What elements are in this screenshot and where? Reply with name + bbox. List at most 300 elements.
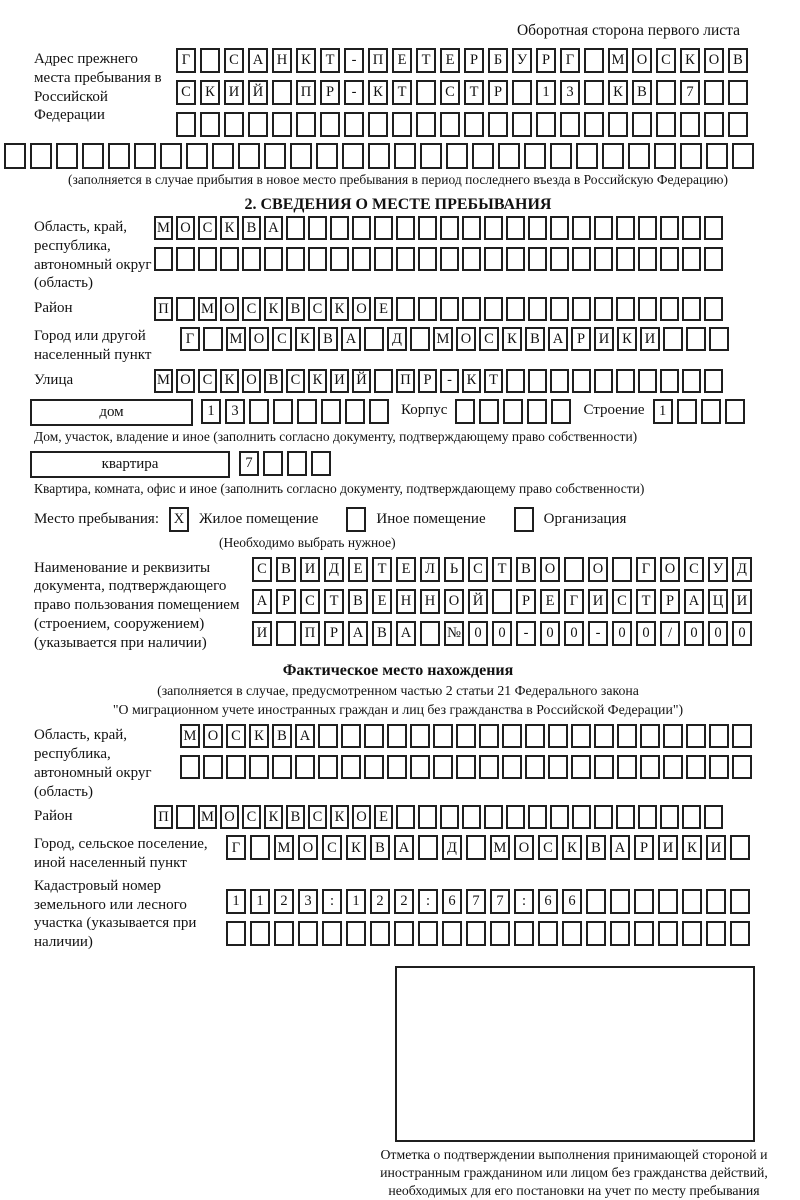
char-cell[interactable]: С	[242, 805, 261, 829]
char-cell[interactable]	[369, 399, 389, 424]
char-cell[interactable]	[318, 755, 338, 779]
char-cell[interactable]: Д	[442, 835, 462, 860]
char-cell[interactable]: -	[344, 80, 364, 105]
char-cell[interactable]: Г	[564, 589, 584, 614]
char-cell[interactable]	[311, 451, 331, 476]
char-cell[interactable]	[506, 247, 525, 271]
char-cell[interactable]	[472, 143, 494, 169]
char-cell[interactable]: Т	[484, 369, 503, 393]
char-cell[interactable]	[154, 247, 173, 271]
char-cell[interactable]	[512, 112, 532, 137]
char-cell[interactable]	[492, 589, 512, 614]
char-cell[interactable]	[701, 399, 721, 424]
char-cell[interactable]	[506, 297, 525, 321]
char-cell[interactable]: О	[632, 48, 652, 73]
char-cell[interactable]	[263, 451, 283, 476]
char-cell[interactable]: Р	[320, 80, 340, 105]
char-cell[interactable]: Т	[416, 48, 436, 73]
char-cell[interactable]	[686, 327, 706, 351]
char-cell[interactable]	[346, 921, 366, 946]
char-cell[interactable]	[364, 724, 384, 748]
char-cell[interactable]: 1	[536, 80, 556, 105]
char-cell[interactable]	[706, 921, 726, 946]
char-cell[interactable]	[203, 327, 223, 351]
char-cell[interactable]	[503, 399, 523, 424]
char-cell[interactable]: О	[704, 48, 724, 73]
char-cell[interactable]: Т	[464, 80, 484, 105]
char-cell[interactable]	[594, 297, 613, 321]
char-cell[interactable]	[440, 112, 460, 137]
char-cell[interactable]: В	[318, 327, 338, 351]
char-cell[interactable]	[528, 297, 547, 321]
char-cell[interactable]	[364, 755, 384, 779]
char-cell[interactable]: М	[226, 327, 246, 351]
char-cell[interactable]	[594, 724, 614, 748]
char-cell[interactable]: В	[516, 557, 536, 582]
char-cell[interactable]: И	[300, 557, 320, 582]
char-cell[interactable]	[638, 297, 657, 321]
char-cell[interactable]: 1	[226, 889, 246, 914]
char-cell[interactable]	[272, 112, 292, 137]
char-cell[interactable]	[640, 724, 660, 748]
char-cell[interactable]	[525, 755, 545, 779]
organization-checkbox[interactable]	[514, 507, 534, 532]
char-cell[interactable]: И	[658, 835, 678, 860]
char-cell[interactable]: К	[682, 835, 702, 860]
char-cell[interactable]	[479, 399, 499, 424]
char-cell[interactable]	[514, 921, 534, 946]
char-cell[interactable]	[464, 112, 484, 137]
char-cell[interactable]	[442, 921, 462, 946]
char-cell[interactable]: Д	[324, 557, 344, 582]
char-cell[interactable]	[550, 216, 569, 240]
char-cell[interactable]: Р	[516, 589, 536, 614]
char-cell[interactable]: В	[242, 216, 261, 240]
char-cell[interactable]: Д	[387, 327, 407, 351]
char-cell[interactable]: О	[176, 369, 195, 393]
char-cell[interactable]: Г	[176, 48, 196, 73]
char-cell[interactable]	[550, 247, 569, 271]
char-cell[interactable]	[455, 399, 475, 424]
char-cell[interactable]: :	[418, 889, 438, 914]
char-cell[interactable]	[612, 557, 632, 582]
char-cell[interactable]	[418, 216, 437, 240]
char-cell[interactable]: М	[608, 48, 628, 73]
char-cell[interactable]	[572, 247, 591, 271]
char-cell[interactable]	[440, 216, 459, 240]
char-cell[interactable]: К	[295, 327, 315, 351]
char-cell[interactable]	[709, 755, 729, 779]
char-cell[interactable]	[506, 369, 525, 393]
char-cell[interactable]: 7	[239, 451, 259, 476]
char-cell[interactable]	[572, 369, 591, 393]
char-cell[interactable]	[617, 755, 637, 779]
char-cell[interactable]: С	[479, 327, 499, 351]
char-cell[interactable]: К	[220, 216, 239, 240]
char-cell[interactable]: К	[200, 80, 220, 105]
char-cell[interactable]	[506, 216, 525, 240]
char-cell[interactable]: Т	[492, 557, 512, 582]
char-cell[interactable]	[610, 889, 630, 914]
char-cell[interactable]	[686, 755, 706, 779]
char-cell[interactable]	[512, 80, 532, 105]
char-cell[interactable]	[640, 755, 660, 779]
char-cell[interactable]: О	[444, 589, 464, 614]
char-cell[interactable]	[410, 724, 430, 748]
char-cell[interactable]	[704, 112, 724, 137]
char-cell[interactable]	[440, 247, 459, 271]
char-cell[interactable]: К	[680, 48, 700, 73]
char-cell[interactable]: 2	[394, 889, 414, 914]
char-cell[interactable]: С	[198, 369, 217, 393]
char-cell[interactable]	[462, 247, 481, 271]
char-cell[interactable]	[342, 143, 364, 169]
char-cell[interactable]	[298, 921, 318, 946]
char-cell[interactable]: А	[252, 589, 272, 614]
char-cell[interactable]: /	[660, 621, 680, 646]
char-cell[interactable]: И	[330, 369, 349, 393]
char-cell[interactable]: П	[368, 48, 388, 73]
char-cell[interactable]: Т	[636, 589, 656, 614]
char-cell[interactable]	[586, 889, 606, 914]
char-cell[interactable]: С	[612, 589, 632, 614]
char-cell[interactable]	[238, 143, 260, 169]
char-cell[interactable]	[728, 80, 748, 105]
char-cell[interactable]	[680, 112, 700, 137]
char-cell[interactable]	[704, 80, 724, 105]
char-cell[interactable]: М	[274, 835, 294, 860]
char-cell[interactable]	[550, 143, 572, 169]
char-cell[interactable]	[616, 805, 635, 829]
char-cell[interactable]: М	[154, 369, 173, 393]
char-cell[interactable]: 2	[274, 889, 294, 914]
char-cell[interactable]	[484, 805, 503, 829]
char-cell[interactable]	[536, 112, 556, 137]
char-cell[interactable]	[608, 112, 628, 137]
char-cell[interactable]: С	[322, 835, 342, 860]
char-cell[interactable]	[4, 143, 26, 169]
char-cell[interactable]	[584, 112, 604, 137]
char-cell[interactable]: К	[368, 80, 388, 105]
char-cell[interactable]	[484, 247, 503, 271]
char-cell[interactable]	[56, 143, 78, 169]
char-cell[interactable]: Р	[418, 369, 437, 393]
char-cell[interactable]: С	[468, 557, 488, 582]
char-cell[interactable]: -	[588, 621, 608, 646]
char-cell[interactable]: К	[462, 369, 481, 393]
char-cell[interactable]	[433, 724, 453, 748]
char-cell[interactable]: 0	[708, 621, 728, 646]
char-cell[interactable]: С	[252, 557, 272, 582]
char-cell[interactable]	[617, 724, 637, 748]
char-cell[interactable]: И	[732, 589, 752, 614]
char-cell[interactable]	[264, 143, 286, 169]
char-cell[interactable]	[200, 48, 220, 73]
char-cell[interactable]: В	[272, 724, 292, 748]
char-cell[interactable]: 0	[636, 621, 656, 646]
char-cell[interactable]: С	[224, 48, 244, 73]
char-cell[interactable]	[374, 247, 393, 271]
char-cell[interactable]: 6	[562, 889, 582, 914]
char-cell[interactable]: Е	[540, 589, 560, 614]
char-cell[interactable]: О	[176, 216, 195, 240]
char-cell[interactable]	[287, 451, 307, 476]
char-cell[interactable]: А	[264, 216, 283, 240]
char-cell[interactable]	[654, 143, 676, 169]
char-cell[interactable]	[632, 112, 652, 137]
char-cell[interactable]: -	[344, 48, 364, 73]
char-cell[interactable]	[602, 143, 624, 169]
char-cell[interactable]	[610, 921, 630, 946]
char-cell[interactable]	[528, 369, 547, 393]
residential-checkbox[interactable]: X	[169, 507, 189, 532]
char-cell[interactable]: :	[322, 889, 342, 914]
char-cell[interactable]	[594, 755, 614, 779]
char-cell[interactable]	[272, 755, 292, 779]
char-cell[interactable]: Й	[352, 369, 371, 393]
char-cell[interactable]	[638, 805, 657, 829]
char-cell[interactable]	[634, 921, 654, 946]
char-cell[interactable]: 1	[653, 399, 673, 424]
char-cell[interactable]	[418, 297, 437, 321]
char-cell[interactable]: А	[394, 835, 414, 860]
char-cell[interactable]: Л	[420, 557, 440, 582]
char-cell[interactable]: О	[220, 297, 239, 321]
char-cell[interactable]	[551, 399, 571, 424]
char-cell[interactable]	[730, 921, 750, 946]
char-cell[interactable]: С	[272, 327, 292, 351]
char-cell[interactable]	[274, 921, 294, 946]
char-cell[interactable]: О	[352, 297, 371, 321]
char-cell[interactable]	[732, 755, 752, 779]
char-cell[interactable]	[344, 112, 364, 137]
char-cell[interactable]	[525, 724, 545, 748]
char-cell[interactable]	[392, 112, 412, 137]
char-cell[interactable]: К	[330, 805, 349, 829]
char-cell[interactable]	[290, 143, 312, 169]
char-cell[interactable]: О	[220, 805, 239, 829]
char-cell[interactable]	[224, 112, 244, 137]
char-cell[interactable]	[548, 724, 568, 748]
char-cell[interactable]	[616, 369, 635, 393]
char-cell[interactable]: К	[264, 297, 283, 321]
char-cell[interactable]	[352, 216, 371, 240]
char-cell[interactable]	[586, 921, 606, 946]
char-cell[interactable]: Р	[276, 589, 296, 614]
char-cell[interactable]	[370, 921, 390, 946]
char-cell[interactable]: М	[154, 216, 173, 240]
char-cell[interactable]: И	[640, 327, 660, 351]
char-cell[interactable]	[560, 112, 580, 137]
char-cell[interactable]: К	[249, 724, 269, 748]
char-cell[interactable]: А	[348, 621, 368, 646]
char-cell[interactable]: 7	[680, 80, 700, 105]
char-cell[interactable]	[524, 143, 546, 169]
char-cell[interactable]	[322, 921, 342, 946]
char-cell[interactable]: Н	[272, 48, 292, 73]
char-cell[interactable]: С	[684, 557, 704, 582]
char-cell[interactable]: Й	[248, 80, 268, 105]
char-cell[interactable]	[176, 297, 195, 321]
char-cell[interactable]	[616, 247, 635, 271]
char-cell[interactable]	[686, 724, 706, 748]
char-cell[interactable]: Е	[392, 48, 412, 73]
char-cell[interactable]	[341, 724, 361, 748]
char-cell[interactable]	[226, 921, 246, 946]
char-cell[interactable]	[368, 143, 390, 169]
char-cell[interactable]: 0	[684, 621, 704, 646]
char-cell[interactable]: К	[296, 48, 316, 73]
char-cell[interactable]: О	[352, 805, 371, 829]
char-cell[interactable]: В	[286, 805, 305, 829]
char-cell[interactable]	[160, 143, 182, 169]
char-cell[interactable]	[212, 143, 234, 169]
char-cell[interactable]: С	[242, 297, 261, 321]
char-cell[interactable]	[273, 399, 293, 424]
char-cell[interactable]	[725, 399, 745, 424]
char-cell[interactable]: А	[295, 724, 315, 748]
char-cell[interactable]	[682, 369, 701, 393]
char-cell[interactable]	[594, 216, 613, 240]
char-cell[interactable]	[134, 143, 156, 169]
char-cell[interactable]: С	[440, 80, 460, 105]
char-cell[interactable]	[396, 805, 415, 829]
char-cell[interactable]	[528, 805, 547, 829]
char-cell[interactable]	[548, 755, 568, 779]
char-cell[interactable]: К	[220, 369, 239, 393]
char-cell[interactable]	[418, 247, 437, 271]
char-cell[interactable]	[341, 755, 361, 779]
char-cell[interactable]: К	[330, 297, 349, 321]
char-cell[interactable]: С	[308, 297, 327, 321]
char-cell[interactable]	[440, 805, 459, 829]
char-cell[interactable]: С	[198, 216, 217, 240]
char-cell[interactable]	[562, 921, 582, 946]
char-cell[interactable]	[352, 247, 371, 271]
char-cell[interactable]	[594, 247, 613, 271]
char-cell[interactable]: П	[154, 805, 173, 829]
char-cell[interactable]: 0	[540, 621, 560, 646]
char-cell[interactable]	[730, 889, 750, 914]
char-cell[interactable]: -	[516, 621, 536, 646]
char-cell[interactable]	[488, 112, 508, 137]
char-cell[interactable]: О	[540, 557, 560, 582]
char-cell[interactable]	[186, 143, 208, 169]
char-cell[interactable]	[440, 297, 459, 321]
char-cell[interactable]: 0	[564, 621, 584, 646]
char-cell[interactable]: Г	[226, 835, 246, 860]
char-cell[interactable]: Е	[374, 297, 393, 321]
char-cell[interactable]	[420, 143, 442, 169]
char-cell[interactable]: О	[660, 557, 680, 582]
char-cell[interactable]	[594, 369, 613, 393]
char-cell[interactable]	[732, 724, 752, 748]
char-cell[interactable]	[250, 835, 270, 860]
char-cell[interactable]	[682, 889, 702, 914]
char-cell[interactable]	[108, 143, 130, 169]
char-cell[interactable]	[296, 112, 316, 137]
char-cell[interactable]: 7	[466, 889, 486, 914]
char-cell[interactable]	[656, 80, 676, 105]
char-cell[interactable]: 3	[298, 889, 318, 914]
char-cell[interactable]	[394, 921, 414, 946]
char-cell[interactable]: А	[684, 589, 704, 614]
char-cell[interactable]	[576, 143, 598, 169]
char-cell[interactable]	[502, 724, 522, 748]
char-cell[interactable]	[550, 805, 569, 829]
char-cell[interactable]: 3	[225, 399, 245, 424]
char-cell[interactable]: Д	[732, 557, 752, 582]
char-cell[interactable]	[456, 755, 476, 779]
char-cell[interactable]	[364, 327, 384, 351]
char-cell[interactable]	[387, 724, 407, 748]
char-cell[interactable]: Е	[372, 589, 392, 614]
char-cell[interactable]: К	[502, 327, 522, 351]
char-cell[interactable]	[616, 297, 635, 321]
char-cell[interactable]: Н	[420, 589, 440, 614]
char-cell[interactable]	[484, 216, 503, 240]
char-cell[interactable]	[709, 327, 729, 351]
char-cell[interactable]	[682, 216, 701, 240]
char-cell[interactable]: А	[248, 48, 268, 73]
char-cell[interactable]	[330, 247, 349, 271]
char-cell[interactable]: Б	[488, 48, 508, 73]
char-cell[interactable]: В	[370, 835, 390, 860]
char-cell[interactable]	[498, 143, 520, 169]
char-cell[interactable]	[295, 755, 315, 779]
char-cell[interactable]: Г	[560, 48, 580, 73]
char-cell[interactable]	[682, 805, 701, 829]
char-cell[interactable]	[176, 247, 195, 271]
char-cell[interactable]: 0	[492, 621, 512, 646]
char-cell[interactable]: 1	[346, 889, 366, 914]
char-cell[interactable]	[728, 112, 748, 137]
char-cell[interactable]: Г	[180, 327, 200, 351]
char-cell[interactable]: Т	[324, 589, 344, 614]
char-cell[interactable]: С	[226, 724, 246, 748]
char-cell[interactable]	[396, 216, 415, 240]
char-cell[interactable]: Р	[536, 48, 556, 73]
char-cell[interactable]	[584, 80, 604, 105]
char-cell[interactable]: П	[396, 369, 415, 393]
char-cell[interactable]	[682, 247, 701, 271]
char-cell[interactable]	[677, 399, 697, 424]
char-cell[interactable]	[490, 921, 510, 946]
char-cell[interactable]	[660, 297, 679, 321]
char-cell[interactable]	[418, 805, 437, 829]
char-cell[interactable]: П	[154, 297, 173, 321]
char-cell[interactable]	[528, 216, 547, 240]
char-cell[interactable]: В	[286, 297, 305, 321]
char-cell[interactable]: В	[372, 621, 392, 646]
char-cell[interactable]	[416, 80, 436, 105]
char-cell[interactable]	[394, 143, 416, 169]
char-cell[interactable]	[564, 557, 584, 582]
other-premises-checkbox[interactable]	[346, 507, 366, 532]
char-cell[interactable]: Т	[392, 80, 412, 105]
char-cell[interactable]	[203, 755, 223, 779]
char-cell[interactable]	[660, 805, 679, 829]
char-cell[interactable]	[656, 112, 676, 137]
char-cell[interactable]	[663, 327, 683, 351]
char-cell[interactable]	[418, 835, 438, 860]
char-cell[interactable]: О	[242, 369, 261, 393]
char-cell[interactable]: Г	[636, 557, 656, 582]
char-cell[interactable]: В	[586, 835, 606, 860]
char-cell[interactable]: М	[490, 835, 510, 860]
char-cell[interactable]: О	[203, 724, 223, 748]
char-cell[interactable]	[638, 216, 657, 240]
